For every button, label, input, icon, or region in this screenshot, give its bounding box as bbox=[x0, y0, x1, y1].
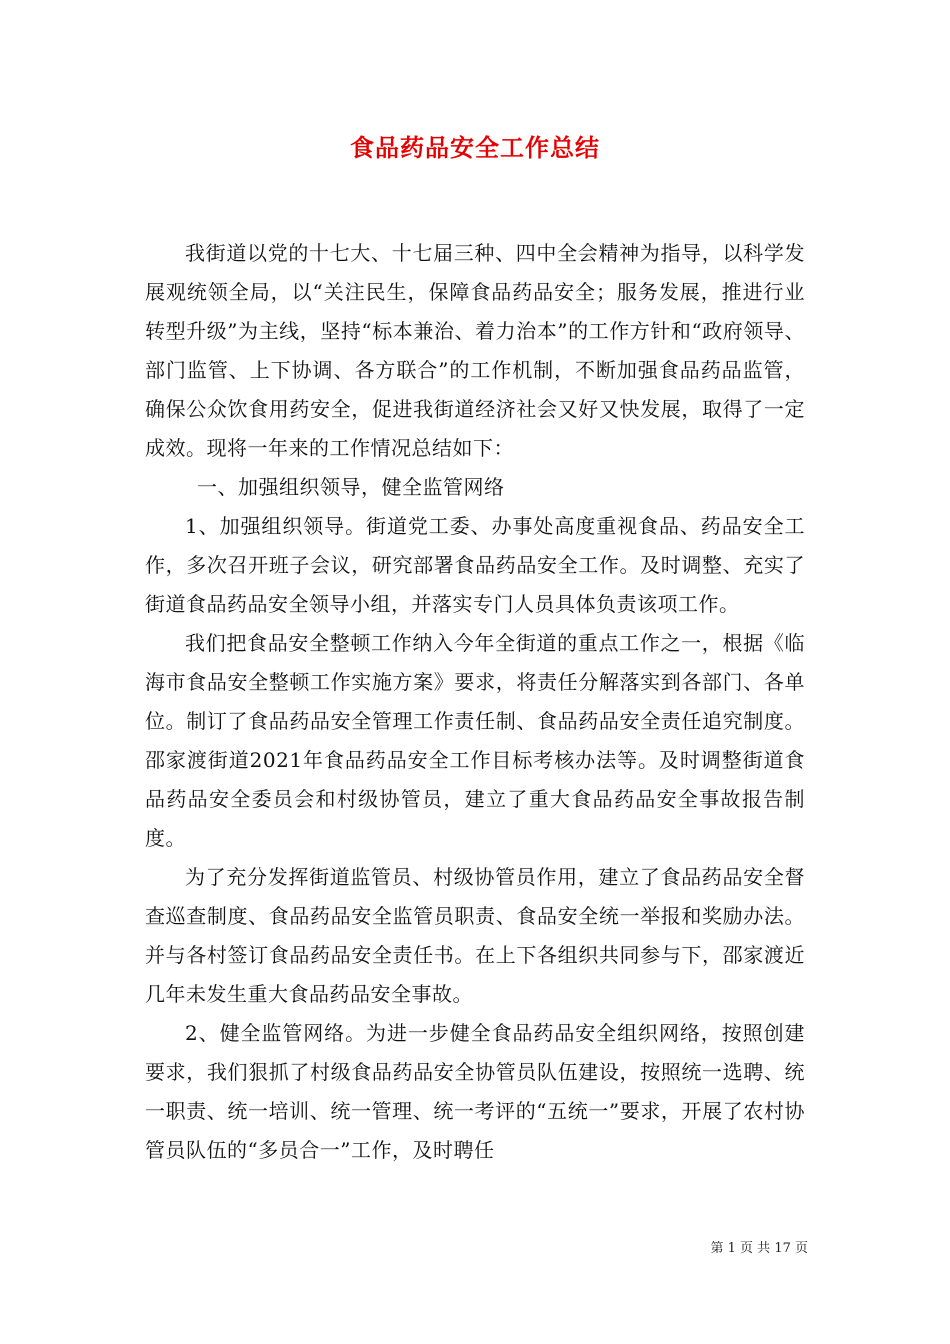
body-paragraph: 2、健全监管网络。为进一步健全食品药品安全组织网络，按照创建要求，我们狠抓了村级食品药品安全协管员队伍建设，按照统一选聘、统一职责、统一培训、统一管理、统一考评的“五统一”要求，开展了农村协管员队伍的“多员合一”工作，及时聘任 bbox=[145, 1021, 805, 1162]
section-heading: 一、加强组织领导，健全监管网络 bbox=[197, 475, 505, 499]
document-title: 食品药品安全工作总结 bbox=[350, 133, 600, 162]
page-number: 第 1 页 共 17 页 bbox=[710, 1241, 808, 1256]
body-paragraph: 1、加强组织领导。街道党工委、办事处高度重视食品、药品安全工作，多次召开班子会议，研究部署食品药品安全工作。及时调整、充实了街道食品药品安全领导小组，并落实专门人员具体负责该项工作。 bbox=[145, 514, 805, 616]
body-paragraph: 为了充分发挥街道监管员、村级协管员作用，建立了食品药品安全督查巡查制度、食品药品安全监管员职责、食品安全统一举报和奖励办法。并与各村签订食品药品安全责任书。在上下各组织共同参与下，邵家渡近几年未发生重大食品药品安全事故。 bbox=[145, 865, 805, 1006]
intro-paragraph: 我街道以党的十七大、十七届三种、四中全会精神为指导，以科学发展观统领全局，以“关注民生，保障食品药品安全；服务发展，推进行业转型升级”为主线，坚持“标本兼治、着力治本”的工作方针和“政府领导、部门监管、上下协调、各方联合”的工作机制，不断加强食品药品监管，确保公众饮食用药安全，促进我街道经济社会又好又快发展，取得了一定成效。现将一年来的工作情况总结如下： bbox=[145, 241, 805, 460]
body-paragraph: 我们把食品安全整顿工作纳入今年全街道的重点工作之一，根据《临海市食品安全整顿工作实施方案》要求，将责任分解落实到各部门、各单位。制订了食品药品安全管理工作责任制、食品药品安全责任追究制度。邵家渡街道2021年食品药品安全工作目标考核办法等。及时调整街道食品药品安全委员会和村级协管员，建立了重大食品药品安全事故报告制度。 bbox=[145, 631, 805, 850]
document-body bbox=[145, 234, 805, 1170]
